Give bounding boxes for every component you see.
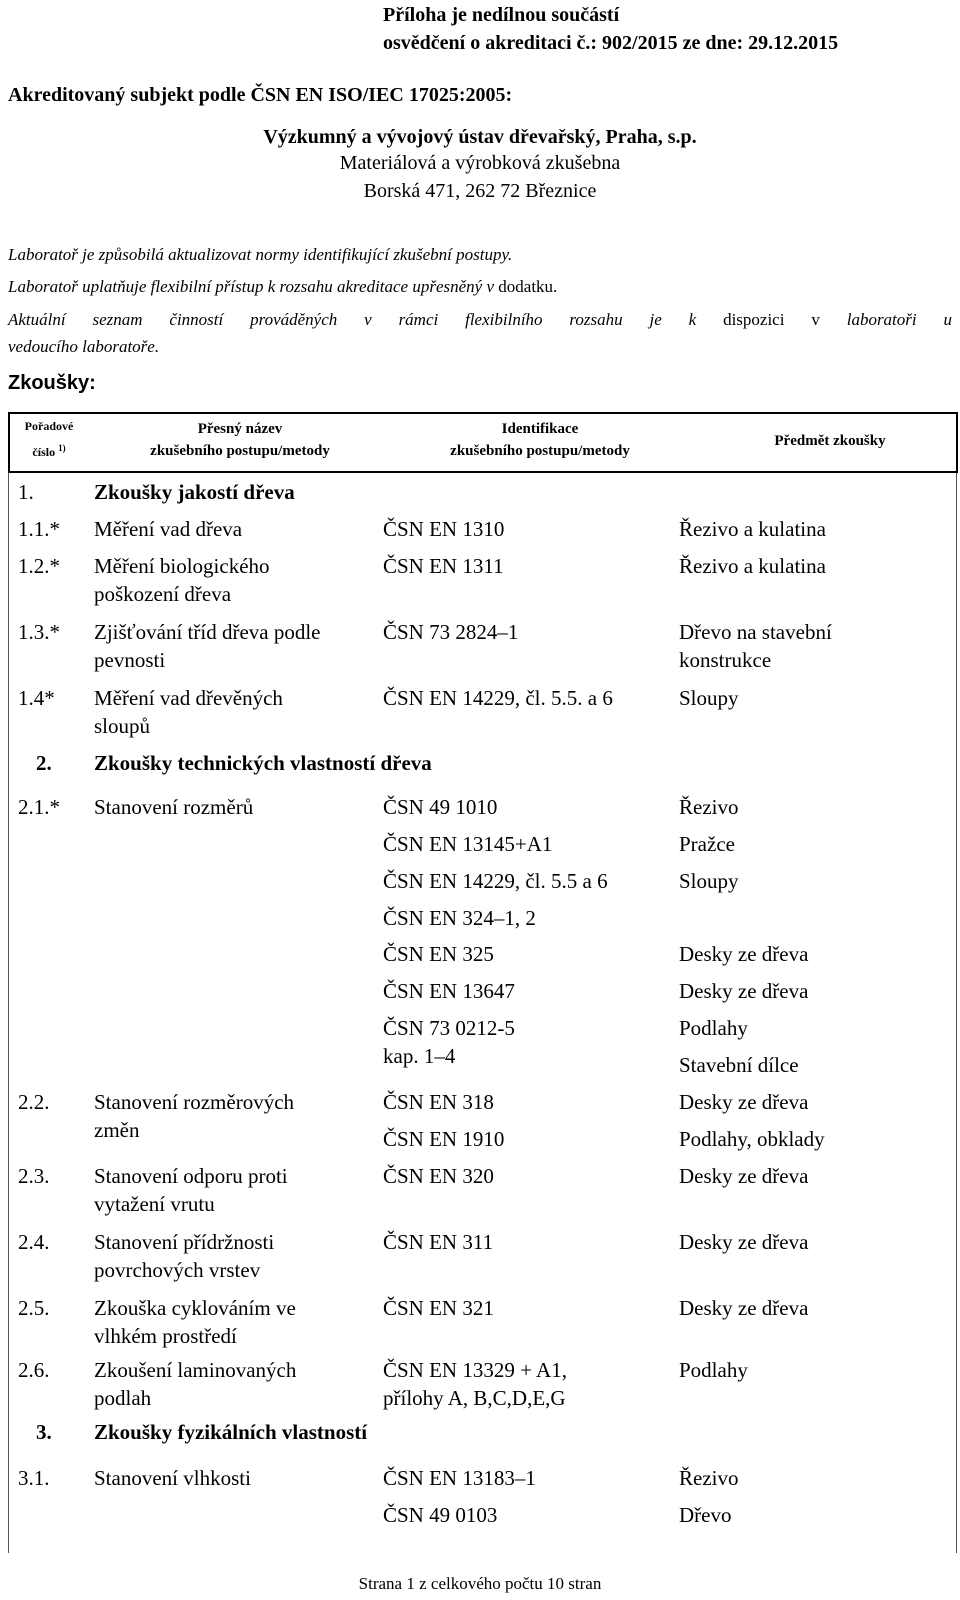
row-subject: Podlahy [679, 1016, 748, 1040]
row-identification: ČSN 49 0103 [383, 1503, 498, 1527]
section-title: Zkoušky: [8, 372, 96, 394]
row-subject: Řezivo a kulatina [679, 517, 826, 541]
row-name: Stanovení rozměrů [94, 795, 254, 819]
row-identification: ČSN EN 14229, čl. 5.5. a 6 [383, 686, 613, 710]
intro-line-2-end: dodatku. [498, 277, 558, 296]
intro-line-3-mid: dispozici v [723, 310, 820, 329]
row-number: 2.3. [18, 1164, 50, 1188]
intro-line-1: Laboratoř je způsobilá aktualizovat normy identifikující zkušební postupy. [8, 245, 513, 264]
row-identification: ČSN 49 1010 [383, 795, 498, 819]
column-header-name-line2: zkušebního postupu/metody [150, 443, 330, 459]
row-number: 1.4* [18, 686, 55, 710]
intro-line-2 [8, 274, 557, 300]
table-header [8, 412, 958, 473]
row-identification: ČSN EN 13183–1 [383, 1466, 536, 1490]
row-subject: Řezivo a kulatina [679, 554, 826, 578]
footnote-marker: 1) [58, 443, 66, 453]
row-name: Stanovení přídržnosti [94, 1230, 275, 1254]
row-identification: ČSN EN 325 [383, 942, 494, 966]
column-header-number-text: číslo [32, 445, 56, 459]
laboratory-address: Borská 471, 262 72 Březnice [363, 180, 597, 202]
row-name: Měření vad dřevěných [94, 686, 283, 710]
row-subject: Řezivo [679, 795, 739, 819]
row-name: Zkoušky technických vlastností dřeva [94, 751, 432, 775]
row-subject: Desky ze dřeva [679, 979, 809, 1003]
row-number: 2.5. [18, 1296, 50, 1320]
accredited-subject-label: Akreditovaný subjekt podle ČSN EN ISO/IEC 17025:2005: [8, 84, 513, 106]
row-subject: Desky ze dřeva [679, 1230, 809, 1254]
row-name: Zkouška cyklováním ve [94, 1296, 296, 1320]
row-number: 3.1. [18, 1466, 50, 1490]
row-name-line2: změn [94, 1118, 140, 1142]
row-identification: ČSN EN 320 [383, 1164, 494, 1188]
intro-line-3-end: laboratoři u [846, 310, 952, 329]
row-subject: Řezivo [679, 1466, 739, 1490]
row-name: Měření vad dřeva [94, 517, 243, 541]
row-identification: ČSN EN 13145+A1 [383, 832, 553, 856]
column-header-identification-line1: Identifikace [501, 421, 579, 437]
column-header-identification-line2: zkušebního postupu/metody [450, 443, 630, 459]
row-number: 2.6. [18, 1358, 50, 1382]
annex-note: Příloha je nedílnou součástí [383, 4, 620, 26]
row-name-line2: sloupů [94, 714, 151, 738]
row-name-line2: podlah [94, 1386, 152, 1410]
row-subject: Dřevo na stavební [679, 620, 832, 644]
row-identification: ČSN EN 324–1, 2 [383, 906, 536, 930]
row-name: Stanovení vlhkosti [94, 1466, 251, 1490]
row-identification: ČSN 73 2824–1 [383, 620, 519, 644]
row-subject: Podlahy [679, 1358, 748, 1382]
row-number: 2.4. [18, 1230, 50, 1254]
row-number: 3. [36, 1420, 52, 1444]
row-identification: ČSN EN 1311 [383, 554, 504, 578]
row-identification: ČSN EN 14229, čl. 5.5 a 6 [383, 869, 608, 893]
row-number: 1.1.* [18, 517, 60, 541]
row-subject: Desky ze dřeva [679, 942, 809, 966]
row-number: 2. [36, 751, 52, 775]
table-left-border [8, 473, 9, 1553]
row-subject: Desky ze dřeva [679, 1090, 809, 1114]
row-number: 1.2.* [18, 554, 60, 578]
row-identification-line2: kap. 1–4 [383, 1044, 456, 1068]
row-number: 1.3.* [18, 620, 60, 644]
column-header-identification [390, 418, 690, 462]
row-subject: Podlahy, obklady [679, 1127, 825, 1151]
row-name-line2: vlhkém prostředí [94, 1324, 237, 1348]
row-subject-line2: Stavební dílce [679, 1053, 799, 1077]
row-name: Zkoušky fyzikálních vlastností [94, 1420, 368, 1444]
row-identification-line2: přílohy A, B,C,D,E,G [383, 1386, 566, 1410]
row-number: 2.2. [18, 1090, 50, 1114]
column-header-name-line1: Přesný název [197, 421, 283, 437]
row-subject: Desky ze dřeva [679, 1164, 809, 1188]
row-name: Měření biologického [94, 554, 270, 578]
row-name-line2: poškození dřeva [94, 582, 232, 606]
row-identification: ČSN 73 0212-5 [383, 1016, 515, 1040]
column-header-number-line1: Pořadové [24, 419, 74, 433]
row-name: Zkoušky jakostí dřeva [94, 480, 295, 504]
row-name: Stanovení rozměrových [94, 1090, 295, 1114]
row-subject: Sloupy [679, 869, 739, 893]
row-identification: ČSN EN 13647 [383, 979, 515, 1003]
row-name: Zkoušení laminovaných [94, 1358, 297, 1382]
intro-line-2-text: Laboratoř uplatňuje flexibilní přístup k rozsahu akreditace upřesněný v [8, 277, 495, 296]
row-name-line2: pevnosti [94, 648, 166, 672]
row-subject: Sloupy [679, 686, 739, 710]
row-identification: ČSN EN 318 [383, 1090, 494, 1114]
row-name: Stanovení odporu proti [94, 1164, 288, 1188]
organization-name: Výzkumný a vývojový ústav dřevařský, Praha, s.p. [263, 126, 697, 148]
row-identification: ČSN EN 311 [383, 1230, 494, 1254]
row-identification: ČSN EN 1310 [383, 517, 505, 541]
column-header-number-line2 [14, 440, 84, 460]
row-subject: Dřevo [679, 1503, 732, 1527]
row-name-line2: povrchových vrstev [94, 1258, 261, 1282]
row-number: 1. [18, 480, 34, 504]
row-name: Zjišťování tříd dřeva podle [94, 620, 321, 644]
intro-line-4: vedoucího laboratoře. [8, 337, 160, 356]
row-name-line2: vytažení vrutu [94, 1192, 215, 1216]
column-header-subject: Předmět zkoušky [774, 433, 886, 449]
column-header-name [90, 418, 390, 462]
intro-line-3-text: Aktuální seznam činností prováděných v rámci flexibilního rozsahu je k [8, 310, 697, 329]
row-subject-line2: konstrukce [679, 648, 772, 672]
column-header-number [14, 418, 84, 460]
laboratory-name: Materiálová a výrobková zkušebna [339, 152, 621, 174]
accreditation-reference: osvědčení o akreditaci č.: 902/2015 ze dne: 29.12.2015 [383, 32, 839, 54]
page-footer: Strana 1 z celkového počtu 10 stran [358, 1574, 602, 1593]
table-right-border [956, 473, 957, 1553]
row-subject: Pražce [679, 832, 735, 856]
row-identification: ČSN EN 1910 [383, 1127, 505, 1151]
intro-line-3 [8, 307, 952, 333]
row-identification: ČSN EN 321 [383, 1296, 494, 1320]
row-identification: ČSN EN 13329 + A1, [383, 1358, 567, 1382]
row-number: 2.1.* [18, 795, 60, 819]
row-subject: Desky ze dřeva [679, 1296, 809, 1320]
